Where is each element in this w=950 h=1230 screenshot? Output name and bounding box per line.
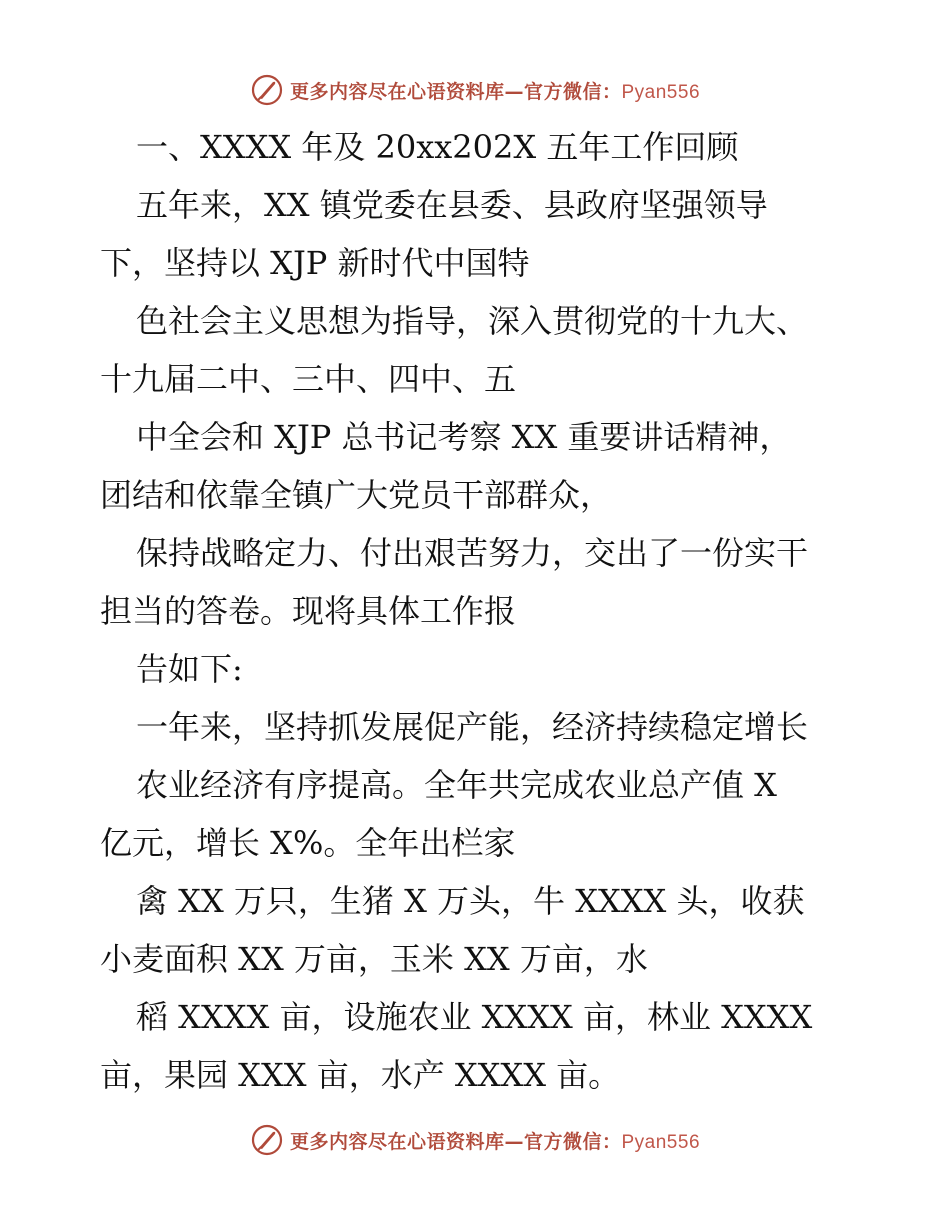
header-watermark-handle: Pyan556: [621, 81, 701, 103]
header-watermark-label: 更多内容尽在心语资料库—官方微信：: [289, 80, 622, 103]
footer-watermark-handle: Pyan556: [621, 1131, 701, 1153]
header-watermark-banner: [0, 70, 950, 110]
text-line: 亩，果园 XXX 亩，水产 XXXX 亩。: [100, 1056, 621, 1094]
text-line: 下，坚持以 XJP 新时代中国特: [100, 244, 530, 282]
text-line: 色社会主义思想为指导，深入贯彻党的十九大、: [136, 302, 809, 340]
text-line: 担当的答卷。现将具体工作报: [100, 592, 517, 630]
text-line: 十九届二中、三中、四中、五: [100, 360, 517, 398]
text-line: 一、XXXX 年及 20xx202X 五年工作回顾: [136, 128, 739, 166]
text-line: 小麦面积 XX 万亩，玉米 XX 万亩，水: [100, 940, 648, 978]
text-line: 中全会和 XJP 总书记考察 XX 重要讲话精神，: [136, 418, 792, 456]
text-line: 五年来，XX 镇党委在县委、县政府坚强领导: [136, 186, 768, 224]
text-line: 亿元，增长 X%。全年出栏家: [100, 824, 516, 862]
footer-watermark-banner: [0, 1120, 950, 1160]
text-line: 稻 XXXX 亩，设施农业 XXXX 亩，林业 XXXX: [136, 998, 813, 1036]
text-line: 禽 XX 万只，生猪 X 万头，牛 XXXX 头，收获: [136, 882, 805, 920]
quill-logo-icon: [250, 1123, 284, 1157]
footer-watermark-label: 更多内容尽在心语资料库—官方微信：: [289, 1130, 622, 1153]
quill-logo-icon: [250, 73, 284, 107]
text-line: 团结和依靠全镇广大党员干部群众，: [100, 476, 613, 514]
footer-watermark-text: [290, 1127, 700, 1154]
text-line: 一年来，坚持抓发展促产能，经济持续稳定增长: [136, 708, 809, 746]
document-body: [100, 118, 870, 1104]
header-watermark-text: [290, 77, 700, 104]
text-line: 保持战略定力、付出艰苦努力，交出了一份实干: [136, 534, 809, 572]
text-line: 告如下:: [136, 650, 243, 688]
text-line: 农业经济有序提高。全年共完成农业总产值 X: [136, 766, 777, 804]
